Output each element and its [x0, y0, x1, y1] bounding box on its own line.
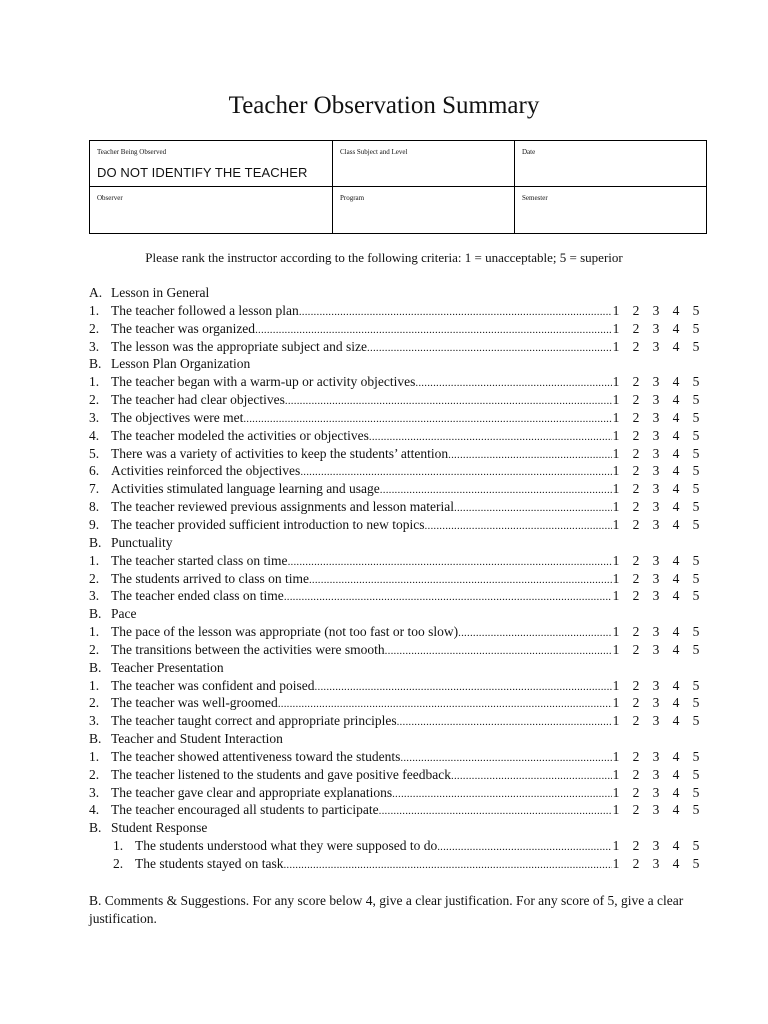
rating-option[interactable]: 3	[652, 784, 660, 800]
section-heading	[89, 819, 705, 837]
rating-option[interactable]: 1	[612, 588, 620, 604]
section-title: Punctuality	[111, 534, 173, 550]
rating-option[interactable]: 2	[632, 784, 640, 800]
rating-scale	[611, 641, 701, 659]
rating-option[interactable]: 3	[652, 588, 660, 604]
rating-option[interactable]: 1	[612, 784, 620, 800]
section-title: Student Response	[111, 820, 208, 836]
rating-option[interactable]: 1	[612, 624, 620, 640]
rating-scale	[611, 801, 701, 819]
rating-option[interactable]: 2	[632, 677, 640, 693]
item-text: The students arrived to class on time	[111, 570, 309, 586]
rating-option[interactable]: 5	[692, 838, 700, 854]
rating-scale	[611, 480, 701, 498]
rating-scale	[611, 302, 701, 320]
item-text: The teacher taught correct and appropriate principles	[111, 713, 397, 729]
rating-option[interactable]: 1	[612, 302, 620, 318]
rating-scale	[611, 587, 701, 605]
criteria-item	[89, 712, 705, 730]
item-text: The students stayed on task	[135, 856, 284, 871]
section-heading	[89, 534, 705, 552]
rating-option[interactable]: 3	[652, 481, 660, 497]
rating-option[interactable]: 3	[652, 552, 660, 568]
rating-option[interactable]: 3	[652, 677, 660, 693]
rating-option[interactable]: 1	[612, 409, 620, 425]
rating-option[interactable]: 5	[692, 392, 700, 408]
date-cell	[515, 141, 706, 187]
rating-option[interactable]: 2	[632, 320, 640, 336]
item-number: 3.	[89, 338, 100, 354]
rating-scale	[611, 623, 701, 641]
rating-option[interactable]: 5	[692, 374, 700, 390]
criteria-item	[89, 427, 705, 445]
rating-scale	[611, 516, 701, 534]
rating-scale	[611, 498, 701, 516]
item-text: The teacher followed a lesson plan	[111, 302, 299, 318]
rating-option[interactable]: 3	[652, 802, 660, 818]
section-heading	[89, 730, 705, 748]
criteria-item	[89, 784, 705, 802]
rating-option[interactable]: 4	[672, 302, 680, 318]
item-text: The teacher provided sufficient introduction to new topics	[111, 516, 425, 532]
item-number: 2.	[89, 695, 100, 711]
item-number: 9.	[89, 516, 100, 532]
item-text: There was a variety of activities to keep the students’ attention	[111, 445, 449, 461]
rating-option[interactable]: 4	[672, 481, 680, 497]
item-text: The teacher began with a warm-up or activity objectives	[111, 374, 416, 390]
rating-scale	[611, 427, 701, 445]
criteria-list	[89, 284, 705, 873]
rating-scale	[611, 462, 701, 480]
rating-option[interactable]: 5	[692, 766, 700, 782]
rating-option[interactable]: 1	[612, 445, 620, 461]
item-number: 8.	[89, 499, 100, 515]
rating-option[interactable]: 5	[692, 320, 700, 336]
rating-option[interactable]: 4	[672, 695, 680, 711]
item-text: The lesson was the appropriate subject and size	[111, 338, 368, 354]
criteria-item	[89, 391, 705, 409]
criteria-item	[89, 462, 705, 480]
rating-option[interactable]: 3	[652, 338, 660, 354]
rating-option[interactable]: 1	[612, 713, 620, 729]
rating-option[interactable]: 3	[652, 856, 660, 871]
rating-option[interactable]: 2	[632, 856, 640, 871]
item-text: The teacher ended class on time	[111, 588, 284, 604]
rating-option[interactable]: 5	[692, 409, 700, 425]
rating-option[interactable]: 2	[632, 481, 640, 497]
rating-scale	[611, 552, 701, 570]
item-number: 3.	[89, 409, 100, 425]
rating-option[interactable]: 1	[612, 838, 620, 854]
item-text-wrap	[111, 355, 612, 373]
rating-option[interactable]: 4	[672, 641, 680, 657]
rating-option[interactable]: 1	[612, 748, 620, 764]
section-title: Pace	[111, 606, 137, 622]
criteria-item	[89, 677, 705, 695]
semester-cell	[515, 187, 706, 233]
rating-option[interactable]: 1	[612, 677, 620, 693]
criteria-item	[89, 498, 705, 516]
rating-scale	[611, 445, 701, 463]
section-title: Lesson Plan Organization	[111, 356, 251, 372]
rating-option[interactable]: 1	[612, 481, 620, 497]
rating-option[interactable]: 3	[652, 641, 660, 657]
rating-option[interactable]: 5	[692, 588, 700, 604]
rating-scale	[611, 837, 701, 855]
item-text-wrap	[111, 605, 612, 623]
section-heading	[89, 284, 705, 302]
rating-option[interactable]: 3	[652, 409, 660, 425]
rating-scale	[611, 320, 701, 338]
criteria-item	[89, 552, 705, 570]
program-label: Program	[340, 194, 365, 202]
rating-option[interactable]: 4	[672, 588, 680, 604]
item-number: 2.	[89, 320, 100, 336]
rating-option[interactable]: 2	[632, 624, 640, 640]
rating-option[interactable]: 2	[632, 695, 640, 711]
item-number: B.	[89, 606, 102, 622]
rating-option[interactable]: 2	[632, 713, 640, 729]
item-text-wrap	[111, 284, 612, 302]
criteria-item	[89, 409, 705, 427]
criteria-item	[89, 766, 705, 784]
rating-option[interactable]: 4	[672, 427, 680, 443]
rating-option[interactable]: 1	[612, 570, 620, 586]
section-title: Lesson in General	[111, 285, 210, 300]
page-title: Teacher Observation Summary	[228, 92, 540, 119]
item-number: 5.	[89, 445, 100, 461]
rating-scale	[611, 570, 701, 588]
rating-scale	[611, 677, 701, 695]
rating-option[interactable]: 1	[612, 374, 620, 390]
instructions: Please rank the instructor according to the following criteria: 1 = unacceptable; 5 = superior	[145, 250, 623, 265]
criteria-item	[89, 748, 705, 766]
rating-option[interactable]: 5	[692, 784, 700, 800]
rating-option[interactable]: 5	[692, 499, 700, 515]
item-text: The students understood what they were supposed to do	[135, 838, 438, 854]
rating-scale	[611, 373, 701, 391]
rating-option[interactable]: 4	[672, 409, 680, 425]
rating-option[interactable]: 2	[632, 641, 640, 657]
rating-option[interactable]: 3	[652, 374, 660, 390]
rating-option[interactable]: 1	[612, 641, 620, 657]
rating-option[interactable]: 3	[652, 624, 660, 640]
item-text: The teacher was confident and poised	[111, 677, 315, 693]
item-text: The teacher gave clear and appropriate explanations	[111, 784, 393, 800]
rating-scale	[611, 391, 701, 409]
rating-option[interactable]: 4	[672, 713, 680, 729]
rating-scale	[611, 748, 701, 766]
item-text: The teacher was well-groomed	[111, 695, 278, 711]
item-number: 2.	[89, 570, 100, 586]
item-text-wrap	[111, 659, 612, 677]
rating-scale	[611, 712, 701, 730]
class-cell	[333, 141, 515, 187]
rating-option[interactable]: 1	[612, 427, 620, 443]
criteria-item	[89, 837, 705, 855]
item-number: 2.	[89, 392, 100, 408]
rating-option[interactable]: 4	[672, 748, 680, 764]
rating-option[interactable]: 2	[632, 409, 640, 425]
rating-option[interactable]: 4	[672, 445, 680, 461]
rating-option[interactable]: 5	[692, 677, 700, 693]
item-text: The teacher listened to the students and gave positive feedback	[111, 766, 451, 782]
criteria-item	[89, 570, 705, 588]
criteria-item	[89, 694, 705, 712]
rating-option[interactable]: 4	[672, 499, 680, 515]
item-text-wrap	[111, 534, 612, 552]
rating-option[interactable]: 5	[692, 802, 700, 818]
item-text: The teacher showed attentiveness toward the students	[111, 748, 401, 764]
rating-option[interactable]: 4	[672, 784, 680, 800]
rating-option[interactable]: 2	[632, 766, 640, 782]
rating-option[interactable]: 3	[652, 838, 660, 854]
criteria-item	[89, 302, 705, 320]
rating-option[interactable]: 5	[692, 481, 700, 497]
rating-option[interactable]: 3	[652, 427, 660, 443]
item-number: 1.	[113, 838, 124, 854]
rating-option[interactable]: 5	[692, 748, 700, 764]
section-title: Teacher and Student Interaction	[111, 731, 283, 747]
rating-option[interactable]: 2	[632, 499, 640, 515]
rating-option[interactable]: 1	[612, 552, 620, 568]
rating-option[interactable]: 4	[672, 677, 680, 693]
rating-option[interactable]: 2	[632, 427, 640, 443]
rating-option[interactable]: 5	[692, 713, 700, 729]
rating-scale	[611, 766, 701, 784]
rating-option[interactable]: 2	[632, 748, 640, 764]
item-number: 1.	[89, 624, 100, 640]
section-heading	[89, 605, 705, 623]
criteria-item	[89, 516, 705, 534]
item-number: 6.	[89, 463, 100, 479]
rating-option[interactable]: 5	[692, 624, 700, 640]
item-number: 3.	[89, 588, 100, 604]
rating-option[interactable]: 2	[632, 838, 640, 854]
rating-option[interactable]: 1	[612, 802, 620, 818]
item-number: 4.	[89, 802, 100, 818]
section-title: Teacher Presentation	[111, 659, 224, 675]
rating-option[interactable]: 2	[632, 392, 640, 408]
criteria-item	[89, 320, 705, 338]
rating-scale	[611, 338, 701, 356]
teacher-cell	[90, 141, 333, 187]
class-label: Class Subject and Level	[340, 148, 408, 156]
teacher-label: Teacher Being Observed	[97, 148, 167, 156]
criteria-item	[89, 338, 705, 356]
item-number: 7.	[89, 481, 100, 497]
criteria-item	[89, 445, 705, 463]
item-number: B.	[89, 820, 102, 836]
item-text-wrap	[135, 855, 612, 875]
rating-option[interactable]: 1	[612, 338, 620, 354]
rating-option[interactable]: 3	[652, 320, 660, 336]
rating-option[interactable]: 4	[672, 338, 680, 354]
info-table	[89, 140, 707, 234]
rating-option[interactable]: 1	[612, 766, 620, 782]
item-number: 1.	[89, 748, 100, 764]
rating-scale	[611, 694, 701, 712]
rating-option[interactable]: 4	[672, 552, 680, 568]
comments-section: B. Comments & Suggestions. For any score below 4, give a clear justification. For any score of 5, give a clear justification.	[89, 893, 684, 926]
rating-scale	[611, 409, 701, 427]
rating-option[interactable]: 5	[692, 695, 700, 711]
rating-option[interactable]: 3	[652, 766, 660, 782]
rating-option[interactable]: 3	[652, 748, 660, 764]
item-text: The teacher started class on time	[111, 552, 288, 568]
rating-option[interactable]: 3	[652, 713, 660, 729]
rating-option[interactable]: 5	[692, 856, 700, 871]
rating-option[interactable]: 2	[632, 445, 640, 461]
rating-option[interactable]: 4	[672, 374, 680, 390]
rating-option[interactable]: 3	[652, 695, 660, 711]
item-number: 2.	[113, 856, 124, 871]
item-number: 1.	[89, 677, 100, 693]
rating-option[interactable]: 4	[672, 802, 680, 818]
rating-option[interactable]: 3	[652, 463, 660, 479]
item-text: The transitions between the activities were smooth	[111, 641, 385, 657]
item-text: Activities stimulated language learning and usage	[111, 481, 380, 497]
item-text: The teacher encouraged all students to participate	[111, 802, 379, 818]
rating-option[interactable]: 5	[692, 516, 700, 532]
observer-cell	[90, 187, 333, 233]
rating-option[interactable]: 4	[672, 766, 680, 782]
item-text-wrap	[111, 819, 612, 837]
item-number: 2.	[89, 766, 100, 782]
rating-option[interactable]: 1	[612, 856, 620, 871]
item-text: The pace of the lesson was appropriate (not too fast or too slow)	[111, 624, 459, 640]
date-label: Date	[522, 148, 536, 156]
observer-label: Observer	[97, 194, 123, 202]
rating-option[interactable]: 3	[652, 302, 660, 318]
rating-option[interactable]: 1	[612, 695, 620, 711]
rating-option[interactable]: 5	[692, 641, 700, 657]
teacher-value: DO NOT IDENTIFY THE TEACHER	[97, 165, 308, 180]
item-number: 2.	[89, 641, 100, 657]
rating-option[interactable]: 1	[612, 499, 620, 515]
item-number: A.	[89, 285, 103, 300]
criteria-item	[89, 623, 705, 641]
rating-option[interactable]: 4	[672, 320, 680, 336]
item-number: B.	[89, 731, 102, 747]
rating-option[interactable]: 4	[672, 856, 680, 871]
rating-option[interactable]: 4	[672, 838, 680, 854]
item-number: 1.	[89, 552, 100, 568]
program-cell	[333, 187, 515, 233]
criteria-item	[89, 373, 705, 391]
rating-option[interactable]: 2	[632, 802, 640, 818]
rating-option[interactable]: 4	[672, 624, 680, 640]
item-text: The objectives were met	[111, 409, 244, 425]
rating-option[interactable]: 2	[632, 570, 640, 586]
rating-option[interactable]: 4	[672, 392, 680, 408]
rating-option[interactable]: 1	[612, 392, 620, 408]
item-number: B.	[89, 659, 102, 675]
item-text: The teacher modeled the activities or objectives	[111, 427, 369, 443]
item-text-wrap	[111, 730, 612, 748]
rating-scale	[611, 855, 701, 873]
criteria-item	[89, 587, 705, 605]
item-text: Activities reinforced the objectives	[111, 463, 301, 479]
rating-option[interactable]: 3	[652, 445, 660, 461]
rating-option[interactable]: 2	[632, 338, 640, 354]
item-number: 1.	[89, 374, 100, 390]
item-text: The teacher had clear objectives	[111, 392, 285, 408]
rating-option[interactable]: 4	[672, 463, 680, 479]
rating-option[interactable]: 3	[652, 516, 660, 532]
item-number: B.	[89, 534, 102, 550]
rating-option[interactable]: 3	[652, 499, 660, 515]
rating-option[interactable]: 5	[692, 570, 700, 586]
rating-scale	[611, 784, 701, 802]
rating-option[interactable]: 2	[632, 463, 640, 479]
semester-label: Semester	[522, 194, 548, 202]
rating-option[interactable]: 5	[692, 463, 700, 479]
rating-option[interactable]: 3	[652, 570, 660, 586]
rating-option[interactable]: 2	[632, 552, 640, 568]
item-number: B.	[89, 356, 102, 372]
criteria-item	[89, 801, 705, 819]
rating-option[interactable]: 5	[692, 552, 700, 568]
section-heading	[89, 355, 705, 373]
criteria-item	[89, 480, 705, 498]
section-heading	[89, 659, 705, 677]
rating-option[interactable]: 2	[632, 302, 640, 318]
rating-option[interactable]: 5	[692, 427, 700, 443]
item-number: 4.	[89, 427, 100, 443]
rating-option[interactable]: 5	[692, 338, 700, 354]
criteria-item	[89, 641, 705, 659]
item-text: The teacher reviewed previous assignments and lesson material	[111, 499, 455, 515]
rating-option[interactable]: 4	[672, 570, 680, 586]
rating-option[interactable]: 2	[632, 374, 640, 390]
criteria-item	[89, 855, 705, 873]
rating-option[interactable]: 2	[632, 516, 640, 532]
rating-option[interactable]: 1	[612, 463, 620, 479]
rating-option[interactable]: 3	[652, 392, 660, 408]
item-number: 3.	[89, 713, 100, 729]
rating-option[interactable]: 1	[612, 320, 620, 336]
rating-option[interactable]: 5	[692, 445, 700, 461]
rating-option[interactable]: 2	[632, 588, 640, 604]
item-number: 1.	[89, 302, 100, 318]
item-text: The teacher was organized	[111, 320, 256, 336]
rating-option[interactable]: 4	[672, 516, 680, 532]
rating-option[interactable]: 1	[612, 516, 620, 532]
rating-option[interactable]: 5	[692, 302, 700, 318]
item-number: 3.	[89, 784, 100, 800]
dot-leader	[283, 855, 612, 875]
